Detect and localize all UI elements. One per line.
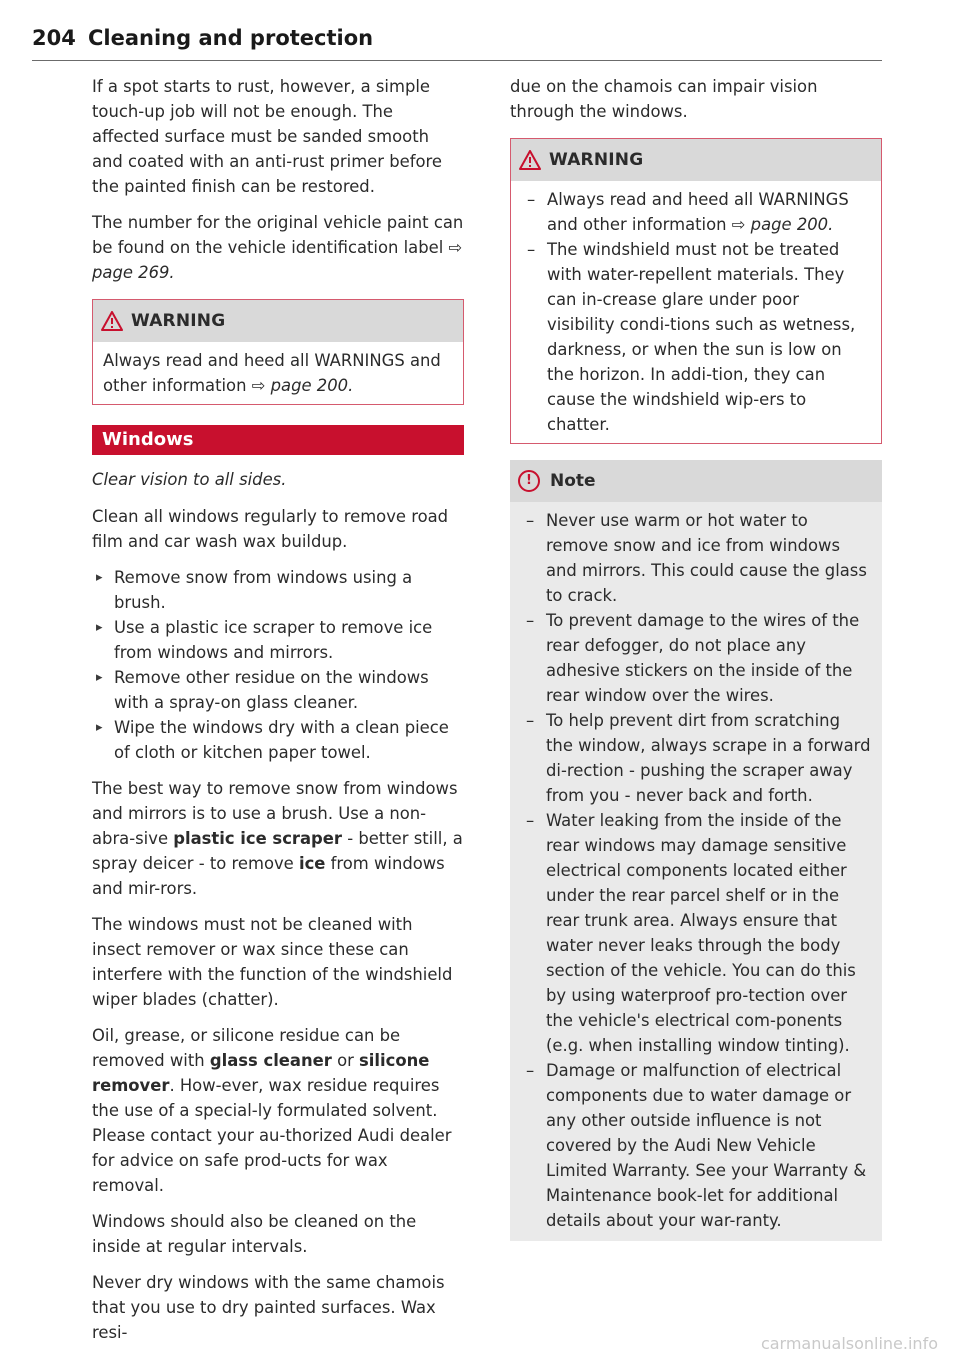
list-item: ▸ Wipe the windows dry with a clean piece of cloth or kitchen paper towel. bbox=[92, 715, 464, 765]
warning-body bbox=[511, 181, 881, 443]
bold-term: plastic ice scraper bbox=[173, 829, 342, 848]
chapter-title: Cleaning and protection bbox=[88, 26, 374, 50]
steps-list bbox=[92, 565, 464, 765]
list-item: – Never use warm or hot water to remove snow and ice from windows and mirrors. This could cause the glass to crack. bbox=[520, 508, 872, 608]
page-ref-link[interactable]: ⇨ page 269. bbox=[92, 238, 463, 282]
list-item: – Water leaking from the inside of the rear windows may damage sensitive electrical components located either under the rear parcel shelf or in the rear trunk area. Always ensure that water never leaks through the body section of the vehicle. You can do this by using waterproof pro-tection over the vehicle's electrical com-ponents (e.g. when installing window tinting). bbox=[520, 808, 872, 1058]
list-item: – To prevent damage to the wires of the rear defogger, do not place any adhesive stickers on the inside of the rear window over the wires. bbox=[520, 608, 872, 708]
text-run: - better still, a spray deicer - to remove bbox=[92, 829, 463, 873]
paragraph-inside: Windows should also be cleaned on the inside at regular intervals. bbox=[92, 1212, 417, 1256]
list-item: – Damage or malfunction of electrical components due to water damage or any other outside influence is not covered by the Audi New Vehicle Limited Warranty. See your Warranty & Maintenance book-let for additional details about your war-ranty. bbox=[520, 1058, 872, 1233]
bold-term: silicone remover bbox=[92, 1051, 430, 1095]
list-item: ▸ Remove other residue on the windows with a spray-on glass cleaner. bbox=[92, 665, 464, 715]
warning-title: WARNING bbox=[131, 311, 226, 331]
page-ref-link[interactable]: ⇨ page 200. bbox=[251, 376, 354, 395]
note-title: Note bbox=[550, 471, 596, 491]
paint-number-text: The number for the original vehicle paint can be found on the vehicle identification label bbox=[92, 213, 464, 257]
text-run: Always read and heed all WARNINGS and other information bbox=[547, 190, 849, 234]
warning-title: WARNING bbox=[549, 150, 644, 170]
warning-box bbox=[510, 138, 882, 444]
warning-text-main: Always read and heed all WARNINGS and other information bbox=[103, 351, 441, 395]
text-run: Oil, grease, or silicone residue can be removed with bbox=[92, 1026, 401, 1070]
paragraph-rust: If a spot starts to rust, however, a simple touch-up job will not be enough. The affected surface must be sanded smooth and coated with an anti-rust primer before the painted finish can be restored. bbox=[92, 77, 442, 196]
note-body bbox=[510, 502, 882, 1241]
note-list bbox=[520, 508, 872, 1233]
info-circle-icon: ! bbox=[518, 470, 540, 492]
list-item: ▸ Use a plastic ice scraper to remove ice from windows and mirrors. bbox=[92, 615, 464, 665]
paragraph-insect: The windows must not be cleaned with insect remover or wax since these can interfere with the function of the windshield wiper blades (chatter). bbox=[92, 915, 453, 1009]
paragraph-continued: due on the chamois can impair vision through the windows. bbox=[510, 77, 818, 121]
bold-term: ice bbox=[298, 854, 326, 873]
watermark: carmanualsonline.info bbox=[760, 1334, 938, 1353]
paragraph-paint-number bbox=[92, 210, 464, 285]
paragraph-chamois: Never dry windows with the same chamois that you use to dry painted surfaces. Wax resi- bbox=[92, 1273, 445, 1342]
text-run: or bbox=[331, 1051, 360, 1070]
paragraph-clean: Clean all windows regularly to remove road film and car wash wax buildup. bbox=[92, 507, 449, 551]
text-run: . How-ever, wax residue requires the use of a special-ly formulated solvent. Please contact your au-thorized Audi dealer for advice on safe prod-ucts for wax removal. bbox=[92, 1076, 452, 1195]
page-header bbox=[32, 24, 882, 61]
warning-header bbox=[93, 300, 463, 342]
warning-triangle-icon bbox=[519, 150, 541, 170]
list-item bbox=[521, 187, 871, 237]
text-run: The best way to remove snow from windows and mirrors is to use a brush. Use a non-abra-sive bbox=[92, 779, 458, 848]
warning-body bbox=[93, 342, 463, 404]
section-subtitle: Clear vision to all sides. bbox=[92, 470, 287, 489]
bold-term: glass cleaner bbox=[209, 1051, 332, 1070]
note-box bbox=[510, 460, 882, 1241]
note-header bbox=[510, 460, 882, 502]
warning-triangle-icon bbox=[101, 311, 123, 331]
paragraph-oil bbox=[92, 1023, 464, 1198]
section-heading-windows: Windows bbox=[92, 425, 464, 455]
warning-box bbox=[92, 299, 464, 405]
list-item: – To help prevent dirt from scratching the window, always scrape in a forward di-rection - pushing the scraper away from you - never back and forth. bbox=[520, 708, 872, 808]
paragraph-snow bbox=[92, 776, 464, 901]
list-item: ▸ Remove snow from windows using a brush. bbox=[92, 565, 464, 615]
page-number: 204 bbox=[32, 26, 76, 50]
list-item: – The windshield must not be treated with water-repellent materials. They can in-crease glare under poor visibility condi-tions such as wetness, darkness, or when the sun is low on the horizon. In addi-tion, they can cause the windshield wip-ers to chatter. bbox=[521, 237, 871, 437]
page-ref-link[interactable]: ⇨ page 200. bbox=[731, 215, 834, 234]
right-column bbox=[510, 74, 882, 1241]
warning-text bbox=[103, 348, 453, 398]
warning-header bbox=[511, 139, 881, 181]
text-run: from windows and mir-rors. bbox=[92, 854, 445, 898]
warning-list bbox=[521, 187, 871, 437]
left-column bbox=[92, 74, 464, 1345]
